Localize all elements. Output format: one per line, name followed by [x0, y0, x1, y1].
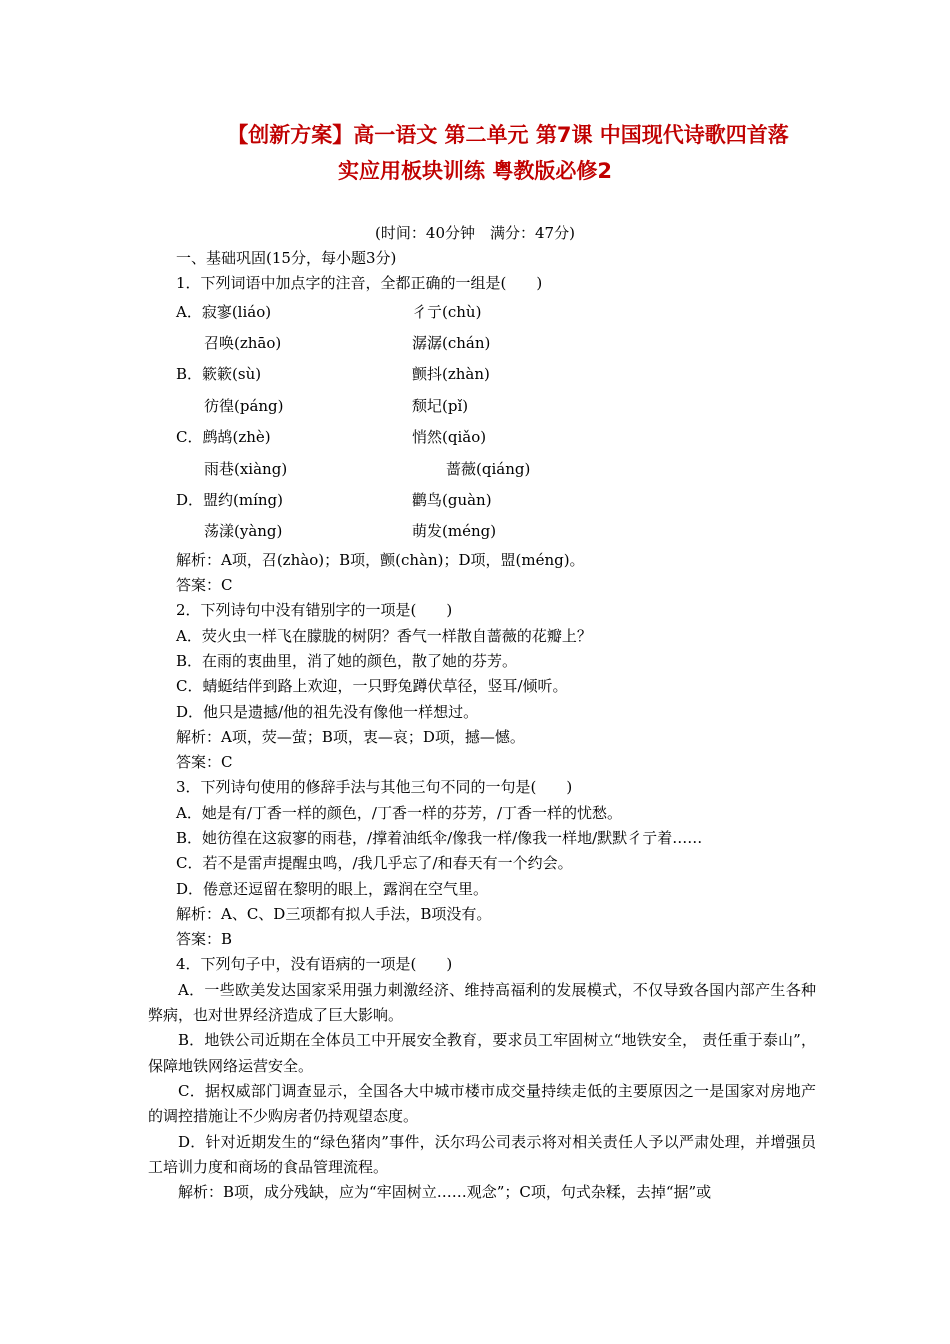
option-right: 颤抖(zhàn) — [412, 365, 490, 384]
question-1-stem: 1．下列词语中加点字的注音，全都正确的一组是( ) — [176, 274, 543, 293]
question-4-stem: 4．下列句子中，没有语病的一项是( ) — [176, 955, 453, 974]
option-right: 蔷薇(qiáng) — [446, 459, 531, 478]
option-left: 彷徨(páng) — [204, 396, 284, 415]
question-4-option-d: D．针对近期发生的“绿色猪肉”事件，沃尔玛公司表示将对相关责任人予以严肃处理，并增强员工培训力度和商场的食品管理流程。 — [148, 1132, 816, 1176]
option-right: 彳亍(chù) — [412, 302, 482, 321]
option-row — [176, 328, 816, 359]
question-3-answer: 答案：B — [176, 930, 233, 949]
question-2-option-c: C．蜻蜓结伴到路上欢迎，一只野兔蹲伏草径，竖耳/倾听。 — [176, 677, 568, 696]
question-3-option-b: B．她彷徨在这寂寥的雨巷，/撑着油纸伞/像我一样/像我一样地/默默彳亍着…… — [176, 828, 703, 847]
question-2-answer: 答案：C — [176, 753, 233, 772]
question-4-option-a: A．一些欧美发达国家采用强力刺激经济、维持高福利的发展模式，不仅导致各国内部产生各种弊病，也对世界经济造成了巨大影响。 — [148, 980, 816, 1025]
document-title-line1: 【创新方案】高一语文 第二单元 第7课 中国现代诗歌四首落 — [227, 123, 789, 147]
question-2-stem: 2．下列诗句中没有错别字的一项是( ) — [176, 601, 453, 620]
question-2-analysis: 解析：A项，荧—萤；B项，衷—哀；D项，撼—憾。 — [176, 727, 525, 746]
option-left: 荡漾(yàng) — [204, 522, 283, 541]
option-row — [176, 391, 816, 422]
option-left: 雨巷(xiàng) — [204, 459, 288, 478]
question-1-analysis: 解析：A项，召(zhào)；B项，颤(chàn)；D项，盟(méng)。 — [176, 550, 585, 569]
option-row — [176, 485, 816, 516]
question-4-option-c: C．据权威部门调查显示，全国各大中城市楼市成交量持续走低的主要原因之一是国家对房地产的调控措施让不少购房者仍持观望态度。 — [148, 1081, 816, 1126]
exam-info: (时间：40分钟 满分：47分) — [375, 224, 575, 242]
option-left: D．盟约(míng) — [176, 490, 284, 509]
question-4-option-b: B．地铁公司近期在全体员工中开展安全教育，要求员工牢固树立“地铁安全， 责任重于泰山”，保障地铁网络运营安全。 — [148, 1031, 816, 1075]
question-2-option-d: D．他只是遗撼/他的祖先没有像他一样想过。 — [176, 702, 479, 721]
question-3-option-d: D．倦意还逗留在黎明的眼上，露润在空气里。 — [176, 879, 489, 898]
option-right: 悄然(qiǎo) — [412, 428, 487, 447]
question-1-answer: 答案：C — [176, 576, 233, 595]
question-1-options — [176, 297, 816, 548]
option-left: C．鹧鸪(zhè) — [176, 428, 271, 447]
question-3-stem: 3．下列诗句使用的修辞手法与其他三句不同的一句是( ) — [176, 778, 573, 797]
option-right: 潺潺(chán) — [412, 333, 491, 352]
option-right: 鹳鸟(guàn) — [412, 490, 492, 509]
option-right: 萌发(méng) — [412, 522, 497, 541]
option-right: 颓圮(pǐ) — [412, 396, 469, 415]
question-4-analysis: 解析：B项，成分残缺，应为“牢固树立……观念”；C项，句式杂糅，去掉“据”或 — [178, 1183, 712, 1202]
option-left: A．寂寥(liáo) — [176, 302, 272, 321]
option-row — [176, 297, 816, 328]
question-2-option-a: A．荧火虫一样飞在朦胧的树阴？香气一样散自蔷薇的花瓣上？ — [176, 626, 592, 645]
question-3-option-a: A．她是有/丁香一样的颜色，/丁香一样的芬芳，/丁香一样的忧愁。 — [176, 803, 622, 822]
question-2-option-b: B．在雨的衷曲里，消了她的颜色，散了她的芬芳。 — [176, 651, 518, 670]
option-row — [176, 454, 816, 485]
option-left: 召唤(zhāo) — [204, 333, 282, 352]
option-row — [176, 359, 816, 390]
document-body — [148, 246, 816, 1205]
option-left: B．簌簌(sù) — [176, 365, 262, 384]
option-row — [176, 422, 816, 453]
section-heading: 一、基础巩固(15分，每小题3分) — [176, 249, 397, 267]
question-3-analysis: 解析：A、C、D三项都有拟人手法，B项没有。 — [176, 904, 492, 923]
option-row — [176, 516, 816, 547]
question-3-option-c: C．若不是雷声提醒虫鸣，/我几乎忘了/和春天有一个约会。 — [176, 854, 573, 873]
document-title-line2: 实应用板块训练 粤教版必修2 — [338, 159, 612, 183]
